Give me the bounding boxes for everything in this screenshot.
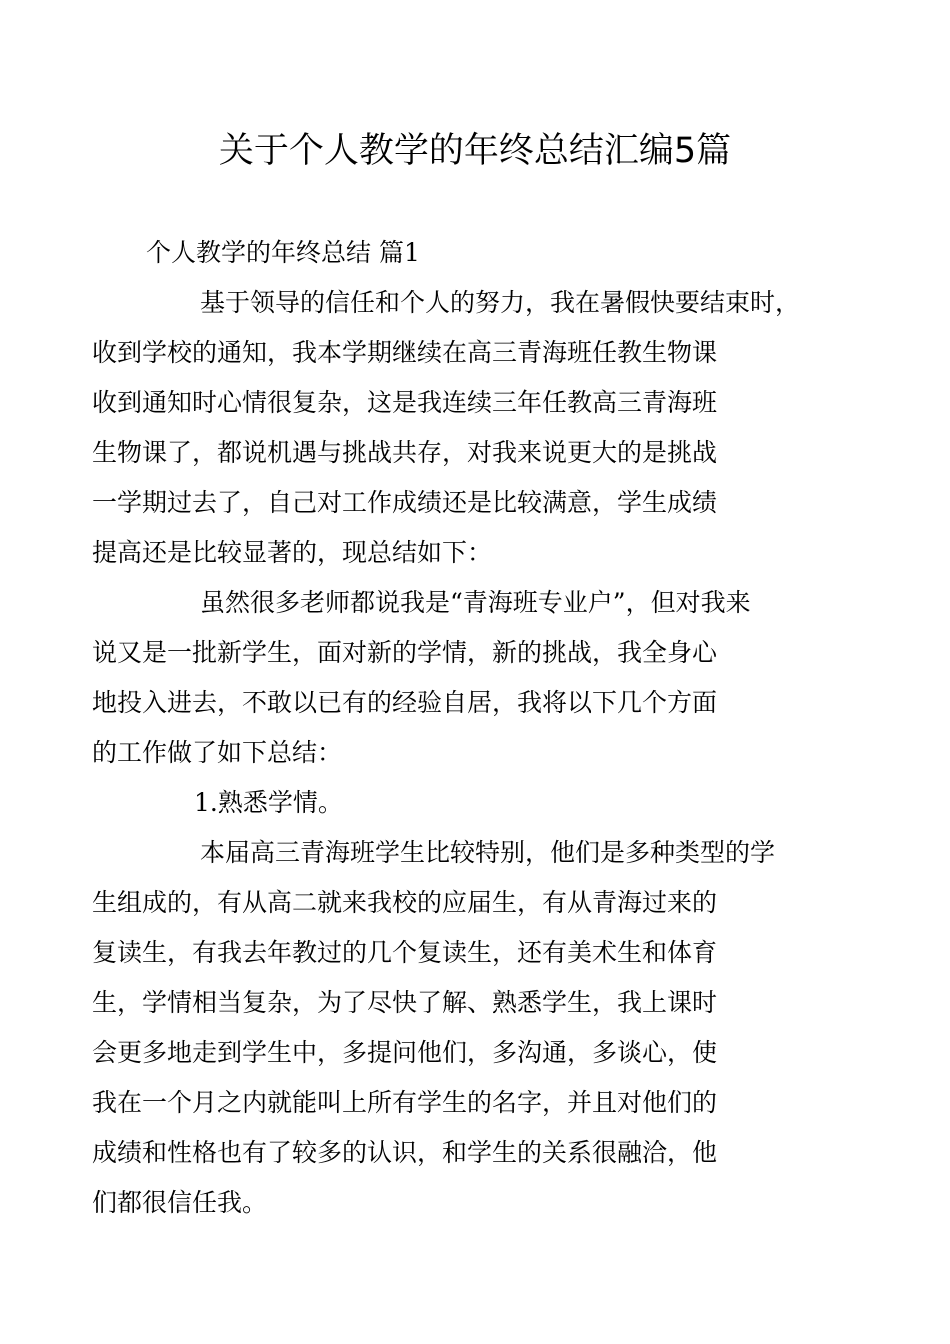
paragraph-line: 我在一个月之内就能叫上所有学生的名字，并且对他们的	[92, 1088, 718, 1117]
paragraph-line: 地投入进去，不敢以已有的经验自居，我将以下几个方面	[92, 688, 718, 717]
paragraph-line: 成绩和性格也有了较多的认识，和学生的关系很融洽，他	[92, 1138, 718, 1167]
paragraph-3	[92, 828, 810, 1228]
list-item-familiarize: 1.熟悉学情。	[194, 788, 343, 817]
paragraph-2	[92, 578, 810, 778]
document-body	[92, 228, 810, 1228]
paragraph-line: 说又是一批新学生，面对新的学情，新的挑战，我全身心	[92, 638, 718, 667]
section-heading: 个人教学的年终总结 篇1	[146, 238, 420, 267]
paragraph-line: 收到通知时心情很复杂，这是我连续三年任教高三青海班	[92, 388, 718, 417]
paragraph-line: 生，学情相当复杂，为了尽快了解、熟悉学生，我上课时	[92, 988, 718, 1017]
document-title: 关于个人教学的年终总结汇编5篇	[218, 131, 732, 171]
paragraph-line: 生组成的，有从高二就来我校的应届生，有从青海过来的	[92, 888, 718, 917]
paragraph-line: 基于领导的信任和个人的努力，我在暑假快要结束时，	[200, 288, 801, 317]
paragraph-line: 本届高三青海班学生比较特别，他们是多种类型的学	[200, 838, 776, 867]
paragraph-line: 一学期过去了，自己对工作成绩还是比较满意，学生成绩	[92, 488, 718, 517]
paragraph-line: 们都很信任我。	[92, 1188, 268, 1217]
paragraph-line: 收到学校的通知，我本学期继续在高三青海班任教生物课	[92, 338, 718, 367]
paragraph-line: 复读生，有我去年教过的几个复读生，还有美术生和体育	[92, 938, 718, 967]
paragraph-line: 提高还是比较显著的，现总结如下：	[92, 538, 493, 567]
paragraph-line: 生物课了，都说机遇与挑战共存，对我来说更大的是挑战	[92, 438, 718, 467]
paragraph-1	[92, 278, 810, 578]
paragraph-line: 的工作做了如下总结：	[92, 738, 343, 767]
paragraph-line: 会更多地走到学生中，多提问他们，多沟通，多谈心，使	[92, 1038, 718, 1067]
paragraph-line: 虽然很多老师都说我是“青海班专业户”，但对我来	[200, 588, 751, 617]
